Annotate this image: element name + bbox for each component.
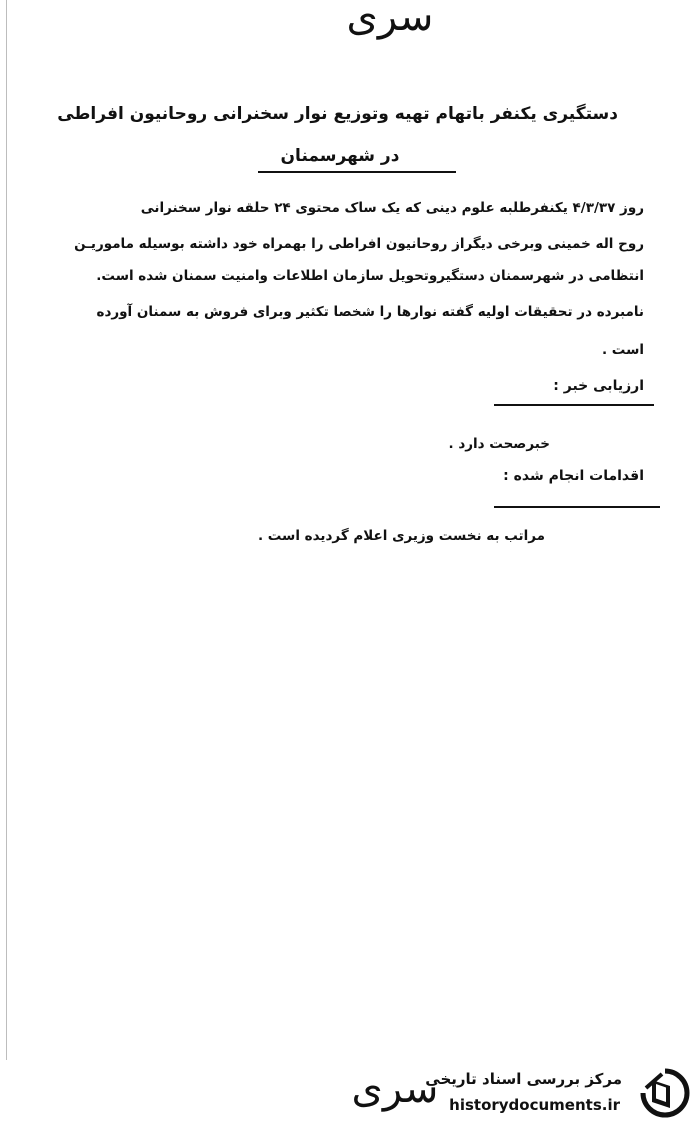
document-title-line2: در شهرسمنان (280, 146, 400, 166)
assessment-text: خبرصحت دارد . (448, 436, 550, 452)
document-title-line1: دستگیری یکنفر باتهام تهیه وتوزیع نوار سخنرانی روحانیون افراطی (57, 104, 618, 124)
body-line: انتظامی در شهرسمنان دستگیروتحویل سازمان اطلاعات وامنیت سمنان شده است. (96, 268, 644, 284)
secret-stamp-top: سرى (346, 0, 434, 40)
secret-stamp-bottom: سرى (351, 1066, 439, 1112)
archive-logo-icon (640, 1068, 690, 1118)
actions-underline (494, 506, 660, 508)
body-line: است . (601, 342, 644, 358)
actions-heading: اقدامات انجام شده : (503, 468, 644, 484)
body-line: نامبرده در تحقیقات اولیه گفته نوارها را شخصا تکثیر وبرای فروش به سمنان آورده (96, 304, 644, 320)
title-underline (258, 171, 456, 173)
actions-text: مراتب به نخست وزیری اعلام گردیده است . (257, 528, 545, 544)
body-line: روح اله خمینی وبرخی دیگراز روحانیون افراطی را بهمراه خود داشته بوسیله ماموریـن (74, 236, 644, 252)
assessment-underline (494, 404, 654, 406)
scan-edge-line (6, 0, 7, 1060)
footer-org-name: مرکز بررسی اسناد تاریخی (425, 1070, 622, 1088)
footer-website: historydocuments.ir (449, 1096, 620, 1114)
assessment-heading: ارزیابی خبر : (553, 378, 644, 394)
body-line: روز ۴/۳/۳۷ یکنفرطلبه علوم دینی که یک ساک محتوی ۲۴ حلقه نوار سخنرانی (140, 200, 644, 216)
